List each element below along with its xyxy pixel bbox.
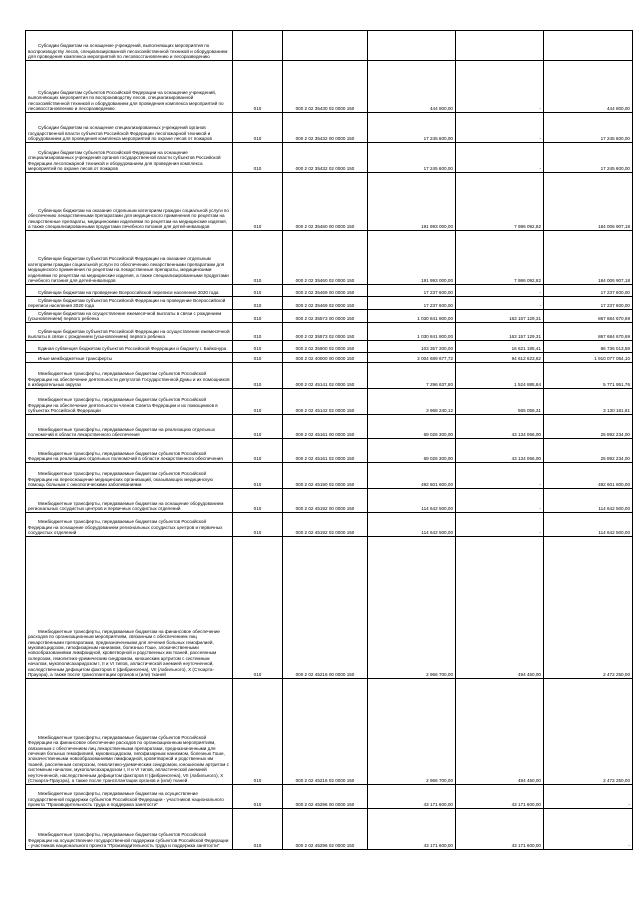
row-kbk: 000 2 02 45192 02 0000 150 xyxy=(283,513,368,537)
row-executed: 163 157 129,31 xyxy=(456,310,544,323)
row-unexecuted: 3 130 181,81 xyxy=(544,389,633,415)
row-unexecuted xyxy=(544,31,633,61)
row-approved: 2 966 700,00 xyxy=(368,537,456,679)
row-unexecuted: 25 892 234,00 xyxy=(544,439,633,463)
row-name: Межбюджетные трансферты, передаваемые бюджетам на финансовое обеспечение расходов по организационным мероприятиям, связанным с обеспечением лиц лекарственными препаратами, предназначенными для лечения больных гемофилией, муковисцидозом, гипофизарным нанизмом, болезнью Гоше, злокачественными новообразованиями лимфоидной, кроветворной и родственных им тканей, рассеянным склерозом, гемолитико-уремическим синдромом, юношеским артритом с системным началом, мукополисахаридозом I, II и VI типов, апластической анемией неуточненной, наследственным дефицитом факторов II (фибриногена), VII (лабильного), X (Стюарта-Прауэра), а также после трансплантации органов и (или) тканей xyxy=(26,537,233,679)
table-row xyxy=(26,31,633,61)
row-unexecuted: 25 892 234,00 xyxy=(544,415,633,439)
row-code: 010 xyxy=(233,285,283,297)
row-kbk: 000 2 02 35460 02 0000 150 xyxy=(283,231,368,285)
row-name: Субвенции бюджетам субъектов Российской Федерации на осуществление ежемесячной выплаты в связи с рождением (усыновлением) первого ребенка xyxy=(26,323,233,341)
row-code: 010 xyxy=(233,231,283,285)
row-code: 010 xyxy=(233,353,283,363)
row-kbk: 000 2 02 45296 00 0000 150 xyxy=(283,785,368,809)
row-unexecuted: 444 800,00 xyxy=(544,61,633,113)
row-code: 010 xyxy=(233,323,283,341)
row-kbk: 000 2 02 35573 02 0000 150 xyxy=(283,323,368,341)
row-name: Субсидии бюджетам субъектов Российской Федерации на оснащение учреждений, выполняющих мероприятия по воспроизводству лесов, специализированной лесохозяйственной техникой и оборудованием для проведения комплекса мероприятий по лесовосстановлению и лесоразведению xyxy=(26,61,233,113)
row-name: Межбюджетные трансферты, передаваемые бюджетам на оснащение оборудованием региональных сосудистых центров и первичных сосудистых отделений xyxy=(26,489,233,513)
row-code: 010 xyxy=(233,61,283,113)
row-kbk: 000 2 02 45141 02 0000 150 xyxy=(283,363,368,389)
row-kbk: 000 2 02 35573 00 0000 150 xyxy=(283,310,368,323)
row-code: 010 xyxy=(233,785,283,809)
row-approved: 17 245 600,00 xyxy=(368,113,456,143)
row-executed: - xyxy=(456,143,544,173)
row-executed: - xyxy=(456,113,544,143)
row-executed: 43 171 600,00 xyxy=(456,809,544,850)
row-executed: 94 612 623,62 xyxy=(456,353,544,363)
row-unexecuted: 86 736 013,59 xyxy=(544,341,633,353)
row-name: Субвенции бюджетам субъектов Российской Федерации на оказание отдельным категориям граждан социальной услуги по обеспечению лекарственными препаратами для медицинского применения по рецептам на лекарственные препараты, медицинскими изделиями по рецептам на медицинские изделия, а также специализированными продуктами лечебного питания для детей-инвалидов xyxy=(26,231,233,285)
row-code: 010 xyxy=(233,297,283,310)
row-executed: 7 986 092,82 xyxy=(456,173,544,231)
row-executed: - xyxy=(456,61,544,113)
row-code: 010 xyxy=(233,113,283,143)
row-code: 010 xyxy=(233,173,283,231)
row-kbk: 000 2 02 35469 00 0000 150 xyxy=(283,285,368,297)
table-row xyxy=(26,463,633,489)
row-name: Субсидии бюджетам на оснащение специализированных учреждений органов государственной власти субъектов Российской Федерации лесопожарной техникой и оборудованием для проведения комплекса мероприятий по охране лесов от пожаров xyxy=(26,113,233,143)
row-approved: 3 968 240,12 xyxy=(368,389,456,415)
row-unexecuted: 2 472 250,00 xyxy=(544,537,633,679)
row-approved: 43 171 600,00 xyxy=(368,785,456,809)
row-name: Межбюджетные трансферты, передаваемые бюджетам на реализацию отдельных полномочий в области лекарственного обеспечения xyxy=(26,415,233,439)
table-row xyxy=(26,389,633,415)
row-name: Межбюджетные трансферты, передаваемые бюджетам субъектов Российской Федерации на оснащение оборудованием региональных сосудистых центров и первичных сосудистых отделений xyxy=(26,513,233,537)
table-row xyxy=(26,363,633,389)
row-name: Межбюджетные трансферты, передаваемые бюджетам субъектов Российской Федерации на финансовое обеспечение расходов по организационным мероприятиям, связанным с обеспечением лиц лекарственными препаратами, предназначенными для лечения больных гемофилией, муковисцидозом, гипофизарным нанизмом, болезнью Гоше, злокачественными новообразованиями лимфоидной, кроветворной и родственных им тканей, рассеянным склерозом, гемолитико-уремическим синдромом, юношеским артритом с системным началом, мукополисахаридозом I, II и VI типов, апластической анемией неуточненной, наследственным дефицитом факторов II (фибриногена), VII (лабильного), X (Стюарта-Прауэра), а также после трансплантации органов и (или) тканей xyxy=(26,679,233,785)
row-code: 010 xyxy=(233,341,283,353)
budget-table-body xyxy=(26,31,633,850)
row-name: Субвенции бюджетам на оказание отдельным категориям граждан социальной услуги по обеспечению лекарственными препаратами для медицинского применения по рецептам на лекарственные препараты, медицинскими изделиями по рецептам на медицинские изделия, а также специализированными продуктами лечебного питания для детей-инвалидов xyxy=(26,173,233,231)
table-row xyxy=(26,415,633,439)
row-approved: 2 004 689 677,72 xyxy=(368,353,456,363)
row-executed: - xyxy=(456,285,544,297)
row-name: Субвенции бюджетам на проведение Всероссийской переписи населения 2020 года xyxy=(26,285,233,297)
row-kbk: 000 2 02 45142 02 0000 150 xyxy=(283,389,368,415)
row-executed: - xyxy=(456,463,544,489)
table-row xyxy=(26,341,633,353)
table-row xyxy=(26,785,633,809)
table-row xyxy=(26,439,633,463)
row-executed: 43 134 066,00 xyxy=(456,415,544,439)
row-approved xyxy=(368,31,456,61)
row-code: 010 xyxy=(233,489,283,513)
row-unexecuted: 5 771 951,76 xyxy=(544,363,633,389)
row-code: 010 xyxy=(233,363,283,389)
row-approved: 114 642 500,00 xyxy=(368,489,456,513)
row-unexecuted: - xyxy=(544,785,633,809)
row-code: 010 xyxy=(233,415,283,439)
table-row xyxy=(26,285,633,297)
row-executed: 7 986 092,82 xyxy=(456,231,544,285)
row-kbk: 000 2 02 45296 02 0000 150 xyxy=(283,809,368,850)
row-code: 010 xyxy=(233,513,283,537)
row-executed: 494 450,00 xyxy=(456,537,544,679)
table-row xyxy=(26,143,633,173)
row-name: Межбюджетные трансферты, передаваемые бюджетам субъектов Российской Федерации на обеспечение деятельности депутатов Государственной Думы и их помощников в избирательных округах xyxy=(26,363,233,389)
table-row xyxy=(26,173,633,231)
row-approved: 17 237 600,00 xyxy=(368,297,456,310)
row-kbk: 000 2 02 35469 02 0000 150 xyxy=(283,297,368,310)
row-unexecuted: 17 237 600,00 xyxy=(544,285,633,297)
row-approved: 17 245 600,00 xyxy=(368,143,456,173)
row-unexecuted: 867 684 670,69 xyxy=(544,310,633,323)
row-code: 010 xyxy=(233,537,283,679)
row-kbk: 000 2 02 35900 02 0000 150 xyxy=(283,341,368,353)
row-unexecuted: 114 642 500,00 xyxy=(544,489,633,513)
row-executed: - xyxy=(456,489,544,513)
row-approved: 492 601 600,00 xyxy=(368,463,456,489)
table-row xyxy=(26,537,633,679)
row-approved: 444 800,00 xyxy=(368,61,456,113)
row-executed: 565 058,31 xyxy=(456,389,544,415)
row-code: 010 xyxy=(233,463,283,489)
row-name: Субсидии бюджетам на оснащение учреждений, выполняющих мероприятия по воспроизводству лесов, специализированной лесохозяйственной техникой и оборудованием для проведения комплекса мероприятий по лесовосстановлению и лесоразведению xyxy=(26,31,233,61)
row-kbk: 000 2 02 40000 00 0000 150 xyxy=(283,353,368,363)
row-kbk: 000 2 02 45216 02 0000 150 xyxy=(283,679,368,785)
row-kbk: 000 2 02 45192 00 0000 150 xyxy=(283,489,368,513)
row-unexecuted: 1 910 077 054,10 xyxy=(544,353,633,363)
row-executed: 494 450,00 xyxy=(456,679,544,785)
row-approved: 17 237 600,00 xyxy=(368,285,456,297)
table-row xyxy=(26,489,633,513)
table-row xyxy=(26,231,633,285)
row-kbk xyxy=(283,31,368,61)
row-name: Межбюджетные трансферты, передаваемые бюджетам субъектов Российской Федерации на переоснащение медицинских организаций, оказывающих медицинскую помощь больным с онкологическими заболеваниями xyxy=(26,463,233,489)
row-unexecuted: 2 472 250,00 xyxy=(544,679,633,785)
row-code xyxy=(233,31,283,61)
row-approved: 191 993 000,00 xyxy=(368,231,456,285)
row-approved: 69 026 300,00 xyxy=(368,439,456,463)
row-unexecuted: 184 006 907,18 xyxy=(544,173,633,231)
row-approved: 191 993 000,00 xyxy=(368,173,456,231)
table-row xyxy=(26,113,633,143)
row-code: 010 xyxy=(233,143,283,173)
row-approved: 2 966 700,00 xyxy=(368,679,456,785)
row-kbk: 000 2 02 35460 00 0000 150 xyxy=(283,173,368,231)
row-name: Единая субвенция бюджетам субъектов Российской Федерации и бюджету г. Байконура xyxy=(26,341,233,353)
row-approved: 43 171 600,00 xyxy=(368,809,456,850)
row-executed: - xyxy=(456,297,544,310)
row-executed: 16 621 185,41 xyxy=(456,341,544,353)
row-approved: 7 296 637,80 xyxy=(368,363,456,389)
table-row xyxy=(26,809,633,850)
row-code: 010 xyxy=(233,389,283,415)
row-executed: 1 524 885,84 xyxy=(456,363,544,389)
table-row xyxy=(26,61,633,113)
row-kbk: 000 2 02 35432 00 0000 150 xyxy=(283,113,368,143)
row-name: Иные межбюджетные трансферты xyxy=(26,353,233,363)
row-approved: 103 357 200,00 xyxy=(368,341,456,353)
row-code: 010 xyxy=(233,679,283,785)
row-name: Субсидии бюджетам субъектов Российской Федерации на оснащение специализированных учреждений органов государственной власти субъектов Российской Федерации лесопожарной техникой и оборудованием для проведения комплекса мероприятий по охране лесов от пожаров xyxy=(26,143,233,173)
row-unexecuted: 17 237 600,00 xyxy=(544,297,633,310)
row-code: 010 xyxy=(233,809,283,850)
row-approved: 1 030 841 800,00 xyxy=(368,310,456,323)
row-unexecuted: 17 245 600,00 xyxy=(544,113,633,143)
table-row xyxy=(26,353,633,363)
row-code: 010 xyxy=(233,439,283,463)
row-unexecuted: 184 006 907,18 xyxy=(544,231,633,285)
row-kbk: 000 2 02 45216 00 0000 150 xyxy=(283,537,368,679)
table-row xyxy=(26,513,633,537)
row-approved: 69 026 300,00 xyxy=(368,415,456,439)
row-executed: 43 171 600,00 xyxy=(456,785,544,809)
row-name: Межбюджетные трансферты, передаваемые бюджетам на осуществление государственной поддержки субъектов Российской Федерации - участников национального проекта "Производительность труда и поддержка занятости" xyxy=(26,785,233,809)
row-name: Субвенции бюджетам субъектов Российской Федерации на проведение Всероссийской переписи населения 2020 года xyxy=(26,297,233,310)
row-executed xyxy=(456,31,544,61)
row-executed: 163 157 129,31 xyxy=(456,323,544,341)
row-name: Субвенции бюджетам на осуществление ежемесячной выплаты в связи с рождением (усыновлением) первого ребенка xyxy=(26,310,233,323)
row-unexecuted: 17 245 600,00 xyxy=(544,143,633,173)
row-approved: 114 642 500,00 xyxy=(368,513,456,537)
row-kbk: 000 2 02 45161 02 0000 150 xyxy=(283,439,368,463)
row-kbk: 000 2 02 35430 02 0000 150 xyxy=(283,61,368,113)
row-kbk: 000 2 02 35432 02 0000 150 xyxy=(283,143,368,173)
row-approved: 1 030 841 800,00 xyxy=(368,323,456,341)
row-name: Межбюджетные трансферты, передаваемые бюджетам субъектов Российской Федерации на осуществление государственной поддержки субъектов Российской Федерации - участников национального проекта "Производительность труда и поддержка занятости" xyxy=(26,809,233,850)
row-unexecuted: - xyxy=(544,809,633,850)
row-executed: - xyxy=(456,513,544,537)
row-name: Межбюджетные трансферты, передаваемые бюджетам субъектов Российской Федерации на реализацию отдельных полномочий в области лекарственного обеспечения xyxy=(26,439,233,463)
row-unexecuted: 492 601 600,00 xyxy=(544,463,633,489)
table-row xyxy=(26,310,633,323)
row-code: 010 xyxy=(233,310,283,323)
row-unexecuted: 114 642 500,00 xyxy=(544,513,633,537)
row-executed: 43 134 066,00 xyxy=(456,439,544,463)
table-row xyxy=(26,679,633,785)
table-row xyxy=(26,323,633,341)
row-kbk: 000 2 02 45161 00 0000 150 xyxy=(283,415,368,439)
row-kbk: 000 2 02 45190 02 0000 150 xyxy=(283,463,368,489)
table-row xyxy=(26,297,633,310)
row-name: Межбюджетные трансферты, передаваемые бюджетам субъектов Российской Федерации на обеспечение деятельности членов Совета Федерации и их помощников в субъектах Российской Федерации xyxy=(26,389,233,415)
row-unexecuted: 867 684 670,69 xyxy=(544,323,633,341)
budget-table xyxy=(25,30,633,850)
